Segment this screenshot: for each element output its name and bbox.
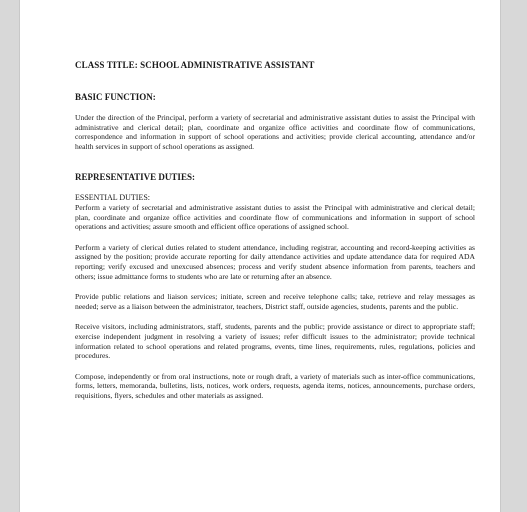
basic-function-heading: BASIC FUNCTION: bbox=[75, 92, 156, 102]
representative-duties-heading: REPRESENTATIVE DUTIES: bbox=[75, 172, 195, 183]
document-page bbox=[20, 0, 500, 512]
duty-paragraph-1: Perform a variety of secretarial and administrative assistant duties to assist the Principal with administrative and clerical detail; plan, coordinate and organize office activities and coordinate flow of communications and information in support of school operations and activities; assure smooth and efficient office operations of assigned school. bbox=[75, 202, 475, 232]
duty-paragraph-4: Receive visitors, including administrators, staff, students, parents and the public; provide assistance or direct to appropriate staff; exercise independent judgment in resolving a variety of issues; refer difficult issues to the administrator; provide technical information related to school operations and related programs, events, time lines, requirements, rules, regulations, policies and procedures. bbox=[75, 322, 475, 361]
essential-duties-label: ESSENTIAL DUTIES: bbox=[75, 193, 151, 203]
basic-function-text: Under the direction of the Principal, perform a variety of secretarial and administrative assistant duties to assist the Principal with administrative and clerical detail; plan, coordinate and organize office activities and coordinate flow of communications, correspondence and information in support of school operations and activities; provide clerical accounting, attendance and/or health services in support of school operations as assigned. bbox=[75, 113, 475, 151]
duty-paragraph-2: Perform a variety of clerical duties related to student attendance, including registrar, accounting and record-keeping activities as assigned by the position; provide accurate reporting for daily attendance activities and update attendance data for required ADA reporting; verify excused and unexcused absences; process and verify student absence information from parents, teachers and others; issue admittance forms to students who are late or returning after an absence. bbox=[75, 242, 475, 281]
class-title: CLASS TITLE: SCHOOL ADMINISTRATIVE ASSISTANT bbox=[75, 60, 315, 70]
document-content bbox=[75, 60, 475, 411]
duty-paragraph-3: Provide public relations and liaison services; initiate, screen and receive telephone calls; take, retrieve and relay messages as needed; serve as a liaison between the administrator, teachers, District staff, outside agencies, students, parents and the public. bbox=[75, 292, 475, 311]
duty-paragraph-5: Compose, independently or from oral instructions, note or rough draft, a variety of materials such as inter-office communications, forms, letters, memoranda, bulletins, lists, notices, work orders, requests, agenda items, notices, announcements, purchase orders, requisitions, flyers, schedules and other materials as assigned. bbox=[75, 371, 475, 400]
